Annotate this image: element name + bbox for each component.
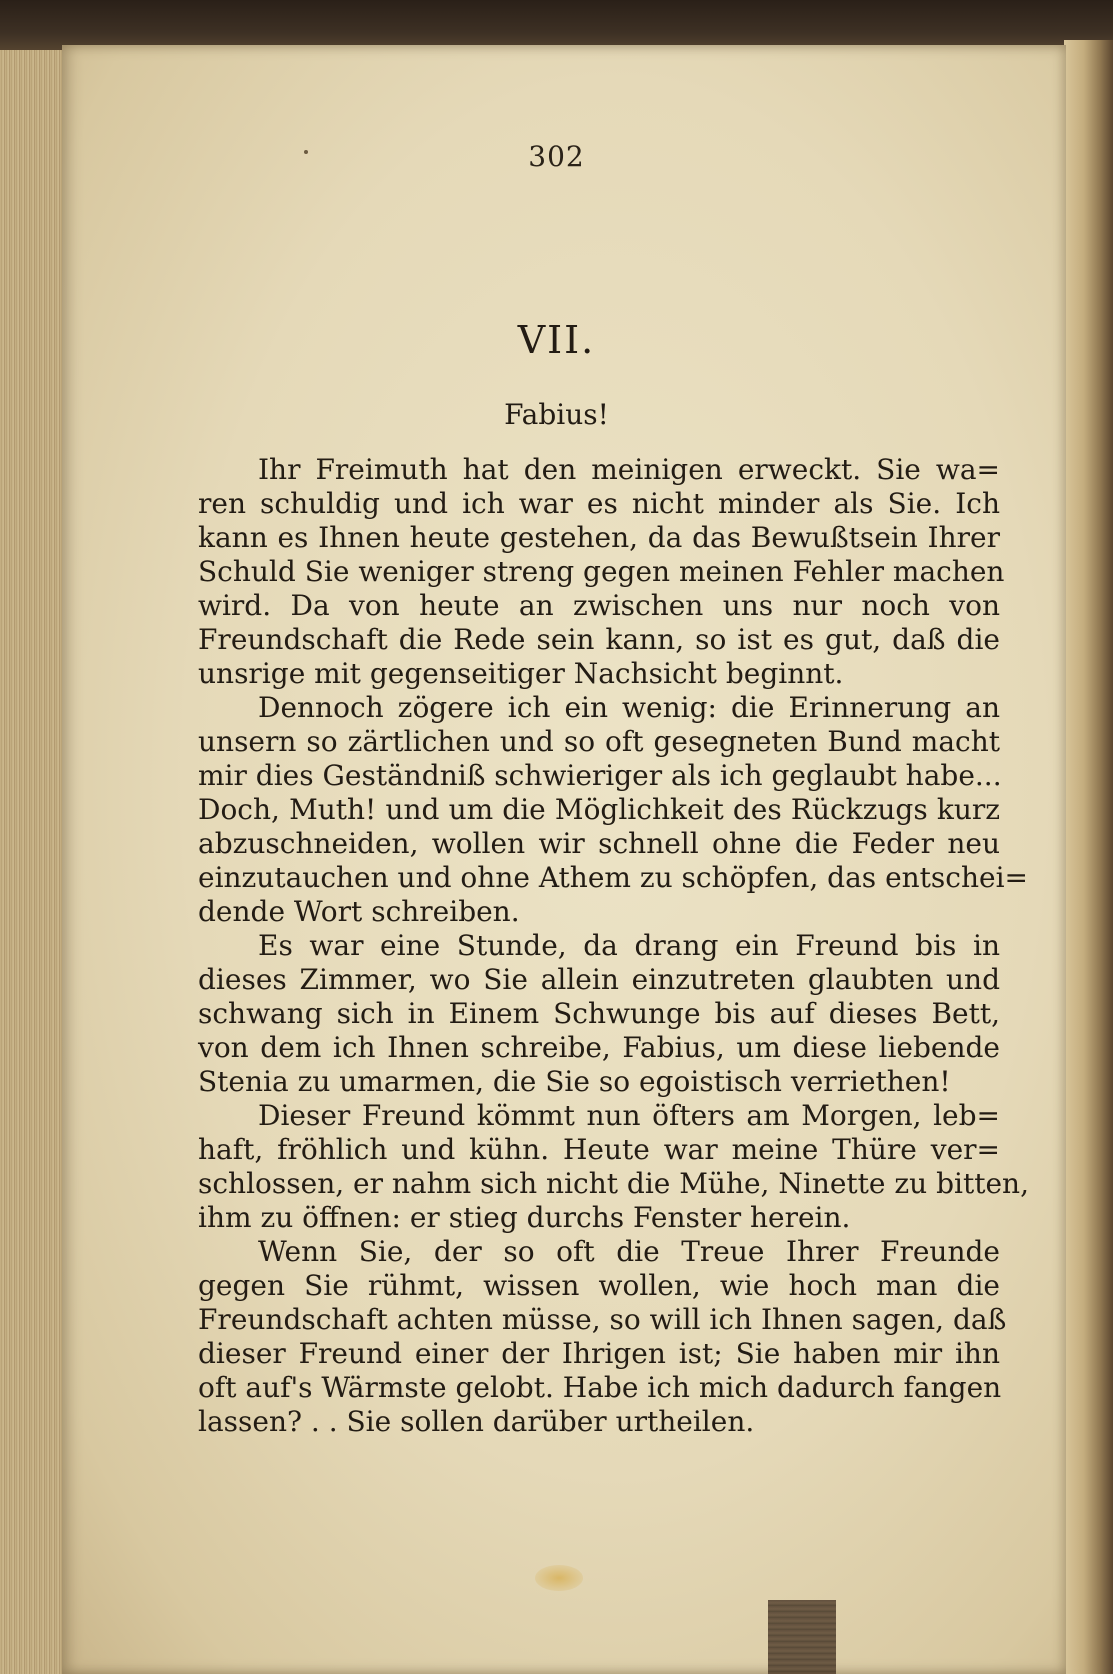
text-line: Ihr Freimuth hat den meinigen erweckt. Sie wa= bbox=[258, 453, 1000, 486]
text-line: lassen? . . Sie sollen darüber urtheilen. bbox=[198, 1405, 755, 1438]
text-line: schlossen, er nahm sich nicht die Mühe, Ninette zu bitten, bbox=[198, 1167, 1029, 1200]
text-line: dieses Zimmer, wo Sie allein einzutreten glaubten und bbox=[198, 963, 1000, 996]
text-line: schwang sich in Einem Schwunge bis auf dieses Bett, bbox=[198, 997, 1000, 1030]
text-line: Es war eine Stunde, da drang ein Freund bis in bbox=[258, 929, 1000, 962]
text-line: ren schuldig und ich war es nicht minder als Sie. Ich bbox=[198, 487, 1000, 520]
text-line: unsern so zärtlichen und so oft gesegneten Bund macht bbox=[198, 725, 1000, 758]
text-line: haft, fröhlich und kühn. Heute war meine Thüre ver= bbox=[198, 1133, 1000, 1166]
paper-stain bbox=[535, 1565, 583, 1591]
text-line: von dem ich Ihnen schreibe, Fabius, um diese liebende bbox=[198, 1031, 1000, 1064]
text-line: gegen Sie rühmt, wissen wollen, wie hoch man die bbox=[198, 1269, 1000, 1302]
letter-salutation: Fabius! bbox=[504, 398, 609, 431]
text-line: Schuld Sie weniger streng gegen meinen Fehler machen bbox=[198, 555, 1005, 588]
page-number: 302 bbox=[528, 140, 585, 173]
text-line: dieser Freund einer der Ihrigen ist; Sie haben mir ihn bbox=[198, 1337, 1000, 1370]
text-line: Dennoch zögere ich ein wenig: die Erinnerung an bbox=[258, 691, 1000, 724]
body-text bbox=[198, 453, 1029, 1439]
text-line: wird. Da von heute an zwischen uns nur noch von bbox=[198, 589, 1000, 622]
text-line: Freundschaft die Rede sein kann, so ist es gut, daß die bbox=[198, 623, 1000, 656]
text-line: kann es Ihnen heute gestehen, da das Bewußtsein Ihrer bbox=[198, 521, 1000, 554]
text-line: Doch, Muth! und um die Möglichkeit des Rückzugs kurz bbox=[198, 793, 1000, 826]
text-line: Stenia zu umarmen, die Sie so egoistisch verriethen! bbox=[198, 1065, 951, 1098]
text-line: mir dies Geständniß schwieriger als ich geglaubt habe... bbox=[198, 759, 1002, 792]
text-line: ihm zu öffnen: er stieg durchs Fenster herein. bbox=[198, 1201, 851, 1234]
text-line: einzutauchen und ohne Athem zu schöpfen, das entschei= bbox=[198, 861, 1028, 894]
text-line: unsrige mit gegenseitiger Nachsicht beginnt. bbox=[198, 657, 844, 690]
text-line: abzuschneiden, wollen wir schnell ohne die Feder neu bbox=[198, 827, 1000, 860]
text-line: oft auf's Wärmste gelobt. Habe ich mich dadurch fangen bbox=[198, 1371, 1002, 1404]
text-line: Freundschaft achten müsse, so will ich Ihnen sagen, daß bbox=[198, 1303, 1007, 1336]
text-line: Dieser Freund kömmt nun öfters am Morgen, leb= bbox=[258, 1099, 1000, 1132]
text-line: Wenn Sie, der so oft die Treue Ihrer Freunde bbox=[258, 1235, 1000, 1268]
facing-page-edge bbox=[1064, 40, 1113, 1674]
text-line: dende Wort schreiben. bbox=[198, 895, 520, 928]
bookmark-ribbon bbox=[768, 1600, 836, 1674]
chapter-heading: VII. bbox=[517, 318, 596, 362]
